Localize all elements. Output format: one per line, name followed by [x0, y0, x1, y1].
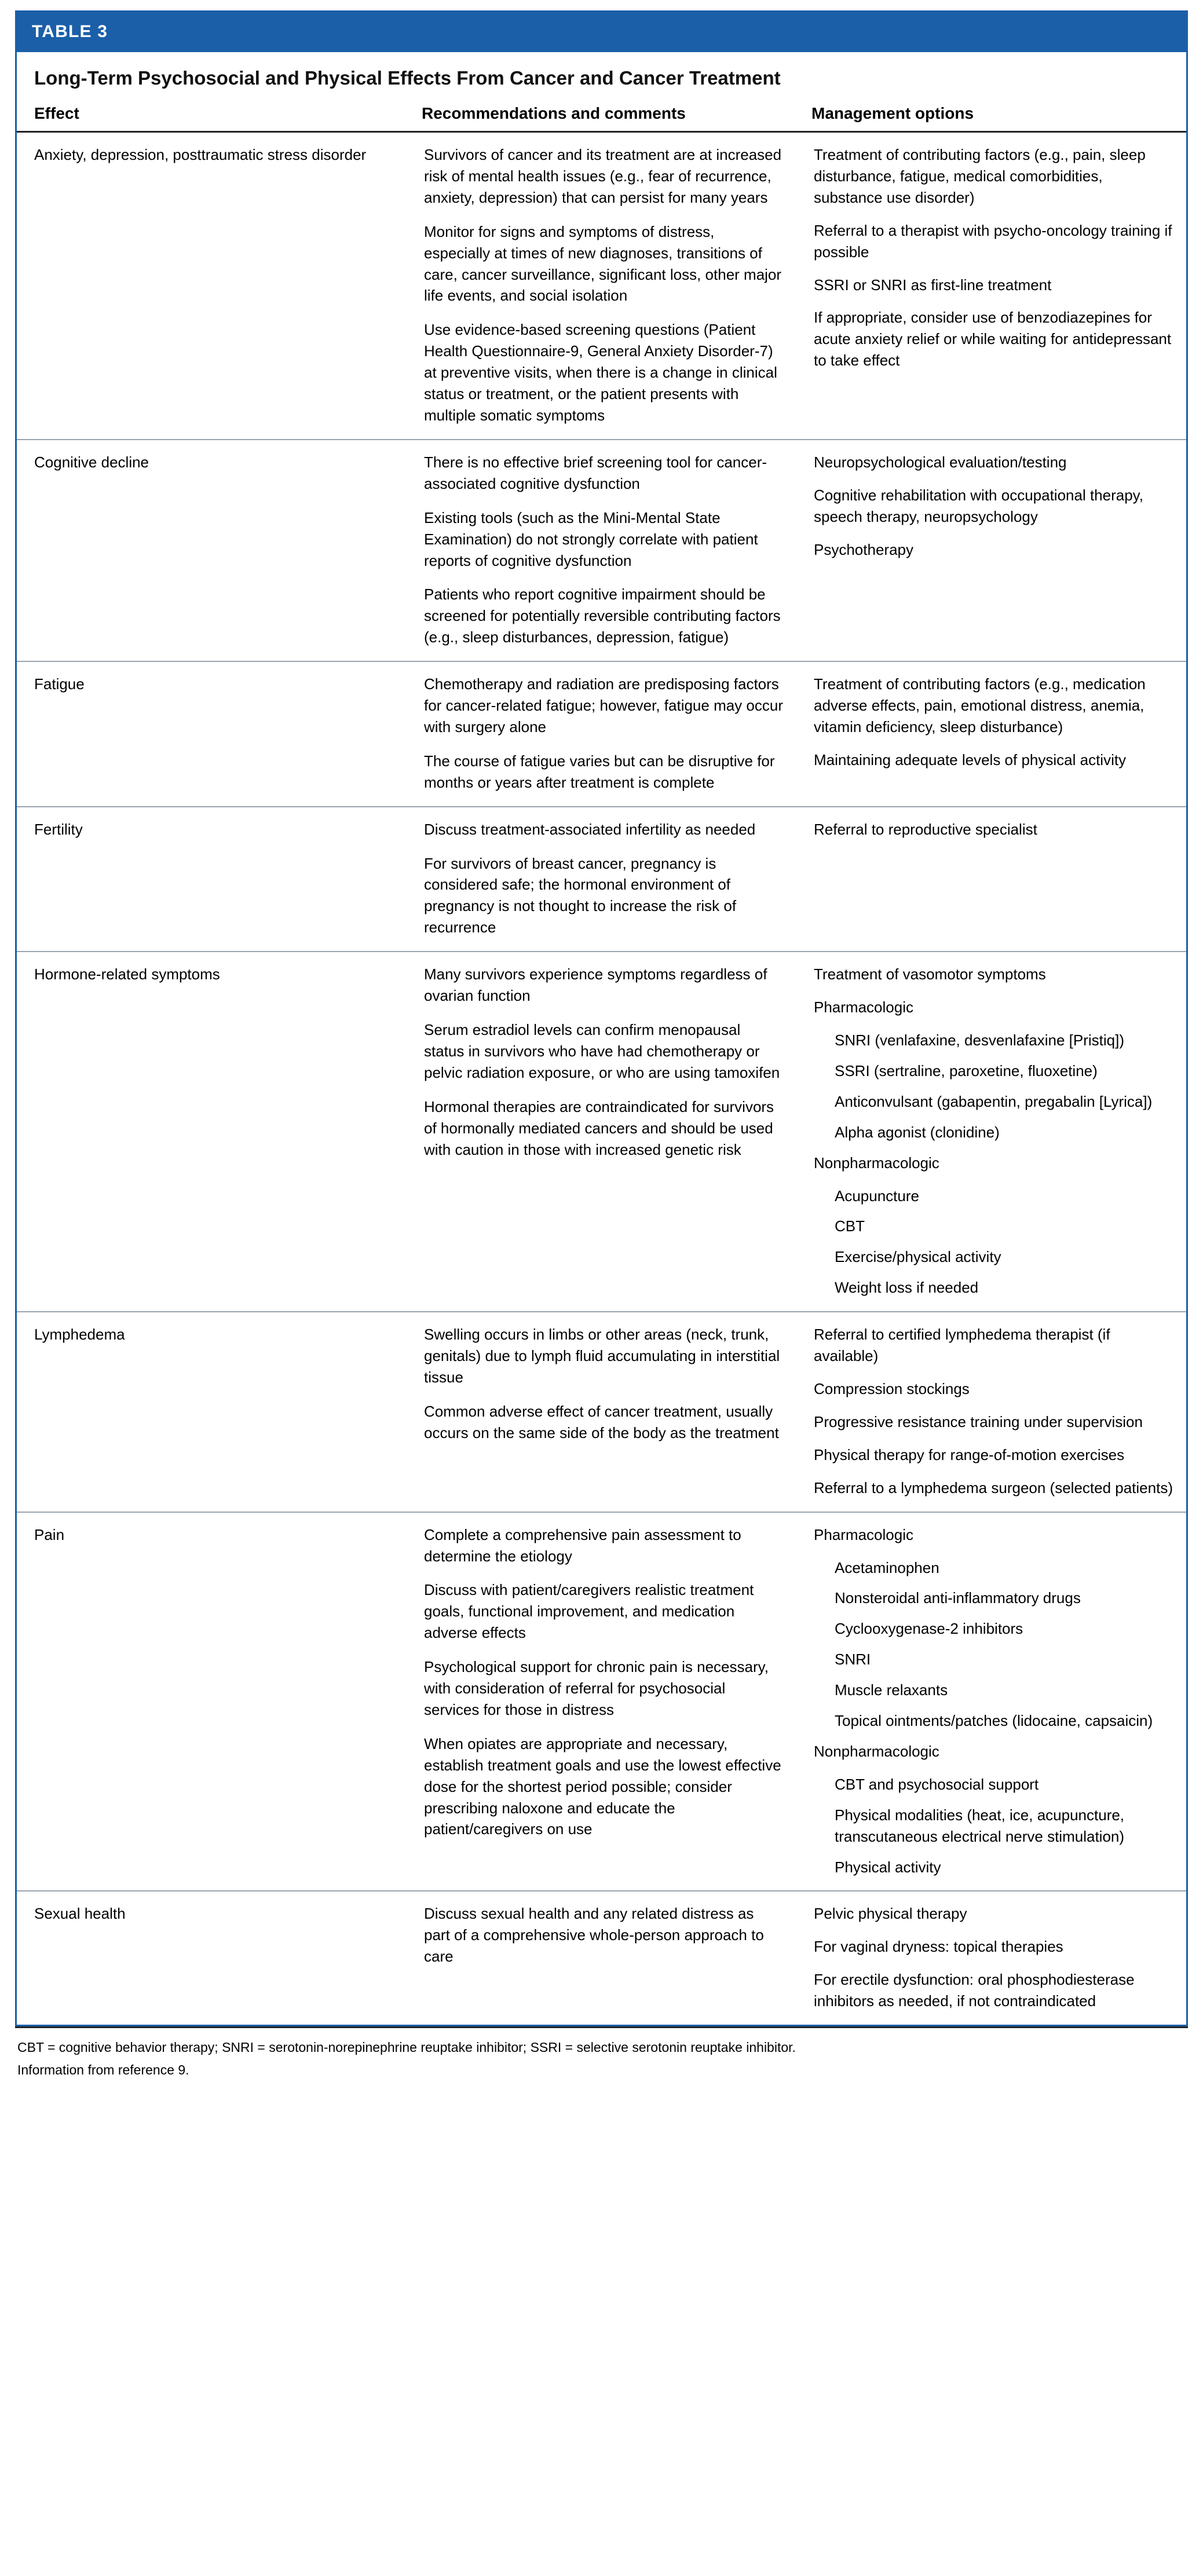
table-row — [17, 1891, 1186, 2025]
recommendation-paragraph: Chemotherapy and radiation are predisposing factors for cancer-related fatigue; however, fatigue may occur with surgery alone — [424, 675, 783, 736]
recommendation-paragraph: Existing tools (such as the Mini-Mental State Examination) do not strongly correlate with patient reports of cognitive dysfunction — [424, 508, 758, 569]
effect-label: Anxiety, depression, posttraumatic stress disorder — [34, 146, 367, 163]
management-item: Treatment of contributing factors (e.g., pain, sleep disturbance, fatigue, medical comorbidities, substance use disorder) — [814, 146, 1146, 206]
recommendation-paragraph: Monitor for signs and symptoms of distress, especially at times of new diagnoses, transitions of care, cancer surveillance, significant loss, other major life events, and social isolation — [424, 222, 782, 305]
recommendation-paragraph: Many survivors experience symptoms regardless of ovarian function — [424, 965, 767, 1005]
management-item: Maintaining adequate levels of physical activity — [814, 751, 1127, 769]
management-item: Treatment of contributing factors (e.g., medication adverse effects, pain, emotional distress, anemia, vitamin deficiency, sleep disturbance) — [814, 675, 1146, 736]
management-item: Referral to certified lymphedema therapist (if available) — [814, 1326, 1110, 1365]
cell-recommendations — [407, 661, 796, 807]
cell-management — [796, 132, 1186, 440]
table-label: TABLE 3 — [17, 12, 1186, 52]
management-item: Compression stockings — [814, 1380, 970, 1397]
management-sub-item: Exercise/physical activity — [835, 1248, 1001, 1266]
management-sub-item: Topical ointments/patches (lidocaine, capsaicin) — [835, 1712, 1153, 1730]
management-item: Treatment of vasomotor symptoms — [814, 965, 1046, 983]
management-sub-item: Weight loss if needed — [835, 1279, 979, 1297]
recommendation-paragraph: For survivors of breast cancer, pregnancy is considered safe; the hormonal environment of pregnancy is not thought to increase the risk of recurrence — [424, 854, 737, 936]
cell-effect — [17, 1312, 407, 1512]
cell-management — [796, 440, 1186, 661]
management-sub-item: Anticonvulsant (gabapentin, pregabalin [Lyrica]) — [835, 1092, 1153, 1110]
management-sub-item: Acupuncture — [835, 1187, 919, 1205]
column-header-recommendations: Recommendations and comments — [407, 102, 796, 132]
cell-effect — [17, 807, 407, 952]
recommendation-paragraph: Patients who report cognitive impairment should be screened for potentially reversible contributing factors (e.g., sleep disturbances, depression, fatigue) — [424, 586, 781, 646]
cell-management — [796, 1312, 1186, 1512]
table-row — [17, 661, 1186, 807]
effect-label: Hormone-related symptoms — [34, 965, 220, 983]
effect-label: Sexual health — [34, 1905, 126, 1923]
column-header-effect: Effect — [17, 102, 407, 132]
document-page — [0, 10, 1203, 2097]
effect-label: Cognitive decline — [34, 453, 149, 471]
cell-recommendations — [407, 807, 796, 952]
table-row — [17, 952, 1186, 1312]
management-item: For erectile dysfunction: oral phosphodiesterase inhibitors as needed, if not contraindicated — [814, 1971, 1135, 2010]
table-body — [17, 132, 1186, 2025]
management-sub-item: Alpha agonist (clonidine) — [835, 1123, 1000, 1141]
management-sub-item: Physical modalities (heat, ice, acupuncture, transcutaneous electrical nerve stimulation) — [835, 1806, 1125, 1845]
management-item: For vaginal dryness: topical therapies — [814, 1938, 1063, 1956]
management-item: Pharmacologic — [814, 998, 913, 1016]
management-sub-item: SNRI — [835, 1651, 871, 1668]
recommendation-paragraph: Swelling occurs in limbs or other areas (neck, trunk, genitals) due to lymph fluid accumulating in interstitial tissue — [424, 1326, 780, 1386]
management-item: Neuropsychological evaluation/testing — [814, 453, 1067, 471]
management-sub-item: Acetaminophen — [835, 1558, 939, 1576]
recommendation-paragraph: Hormonal therapies are contraindicated for survivors of hormonally mediated cancers and should be used with caution in those with increased genetic risk — [424, 1097, 774, 1158]
recommendation-paragraph: Common adverse effect of cancer treatment, usually occurs on the same side of the body as the treatment — [424, 1402, 779, 1441]
management-sub-item: Cyclooxygenase-2 inhibitors — [835, 1620, 1023, 1638]
table-row — [17, 1312, 1186, 1512]
management-sub-item: Nonsteroidal anti-inflammatory drugs — [835, 1589, 1081, 1607]
table-row — [17, 1512, 1186, 1891]
table-row — [17, 132, 1186, 440]
cell-recommendations — [407, 132, 796, 440]
recommendation-paragraph: Serum estradiol levels can confirm menopausal status in survivors who have had chemotherapy or pelvic radiation exposure, or who are using tamoxifen — [424, 1021, 780, 1081]
management-sub-item: Physical activity — [835, 1858, 941, 1876]
table-title: Long-Term Psychosocial and Physical Effects From Cancer and Cancer Treatment — [34, 67, 781, 89]
management-item: Referral to reproductive specialist — [814, 820, 1037, 838]
recommendation-paragraph: Discuss treatment-associated infertility as needed — [424, 820, 756, 838]
management-item: Physical therapy for range-of-motion exercises — [814, 1446, 1125, 1463]
management-sub-item: SSRI (sertraline, paroxetine, fluoxetine) — [835, 1062, 1098, 1080]
recommendation-paragraph: There is no effective brief screening tool for cancer-associated cognitive dysfunction — [424, 453, 767, 492]
cell-effect — [17, 952, 407, 1312]
effects-table — [17, 102, 1186, 2025]
management-sub-item: CBT and psychosocial support — [835, 1775, 1039, 1793]
cell-recommendations — [407, 952, 796, 1312]
effect-label: Fertility — [34, 820, 83, 838]
table-row — [17, 807, 1186, 952]
cell-effect — [17, 661, 407, 807]
cell-management — [796, 1891, 1186, 2025]
footnote-abbreviations: CBT = cognitive behavior therapy; SNRI = serotonin-norepinephrine reuptake inhibitor; SSRI = selective serotonin reuptake inhibitor. — [17, 2040, 796, 2055]
cell-management — [796, 952, 1186, 1312]
management-item: SSRI or SNRI as first-line treatment — [814, 276, 1052, 294]
cell-effect — [17, 132, 407, 440]
recommendation-paragraph: When opiates are appropriate and necessary, establish treatment goals and use the lowest effective dose for the shortest period possible; consider prescribing naloxone and educate the patient/caregivers on use — [424, 1735, 781, 1838]
table-footnotes — [15, 2026, 1188, 2097]
management-item: Progressive resistance training under supervision — [814, 1413, 1143, 1430]
recommendation-paragraph: Complete a comprehensive pain assessment to determine the etiology — [424, 1525, 741, 1565]
cell-management — [796, 661, 1186, 807]
table-row — [17, 440, 1186, 661]
cell-management — [796, 807, 1186, 952]
cell-recommendations — [407, 1312, 796, 1512]
cell-recommendations — [407, 1891, 796, 2025]
cell-effect — [17, 1891, 407, 2025]
management-sub-item: SNRI (venlafaxine, desvenlafaxine [Pristiq]) — [835, 1031, 1125, 1049]
recommendation-paragraph: Survivors of cancer and its treatment are at increased risk of mental health issues (e.g., fear of recurrence, anxiety, depression) that can persist for many years — [424, 146, 782, 206]
table-head — [17, 102, 1186, 132]
management-sub-item: Muscle relaxants — [835, 1681, 948, 1699]
recommendation-paragraph: The course of fatigue varies but can be disruptive for months or years after treatment is complete — [424, 752, 775, 791]
recommendation-paragraph: Psychological support for chronic pain is necessary, with consideration of referral for psychosocial services for those in distress — [424, 1658, 769, 1718]
cell-management — [796, 1512, 1186, 1891]
effect-label: Fatigue — [34, 675, 85, 693]
management-item: Cognitive rehabilitation with occupational therapy, speech therapy, neuropsychology — [814, 486, 1143, 525]
management-item: If appropriate, consider use of benzodiazepines for acute anxiety relief or while waiting for antidepressant to take effect — [814, 309, 1172, 369]
table-header-row — [17, 102, 1186, 132]
cell-recommendations — [407, 440, 796, 661]
footnote-source: Information from reference 9. — [17, 2062, 189, 2077]
management-item: Referral to a therapist with psycho-oncology training if possible — [814, 221, 1172, 261]
table-container — [15, 10, 1188, 2026]
column-header-management: Management options — [796, 102, 1186, 132]
management-item: Nonpharmacologic — [814, 1154, 939, 1172]
effect-label: Pain — [34, 1525, 65, 1543]
recommendation-paragraph: Discuss with patient/caregivers realistic treatment goals, functional improvement, and medication adverse effects — [424, 1581, 754, 1642]
management-item: Pharmacologic — [814, 1525, 913, 1543]
cell-effect — [17, 1512, 407, 1891]
management-item: Pelvic physical therapy — [814, 1905, 967, 1923]
recommendation-paragraph: Use evidence-based screening questions (Patient Health Questionnaire-9, General Anxiety Disorder-7) at preventive visits, when there is a change in clinical status or treatment, or the patient presents with multiple somatic symptoms — [424, 321, 777, 424]
management-item: Referral to a lymphedema surgeon (selected patients) — [814, 1479, 1173, 1496]
management-item: Nonpharmacologic — [814, 1742, 939, 1760]
cell-recommendations — [407, 1512, 796, 1891]
cell-effect — [17, 440, 407, 661]
effect-label: Lymphedema — [34, 1326, 125, 1344]
recommendation-paragraph: Discuss sexual health and any related distress as part of a comprehensive whole-person approach to care — [424, 1905, 764, 1966]
management-item: Psychotherapy — [814, 540, 913, 558]
management-sub-item: CBT — [835, 1217, 865, 1235]
